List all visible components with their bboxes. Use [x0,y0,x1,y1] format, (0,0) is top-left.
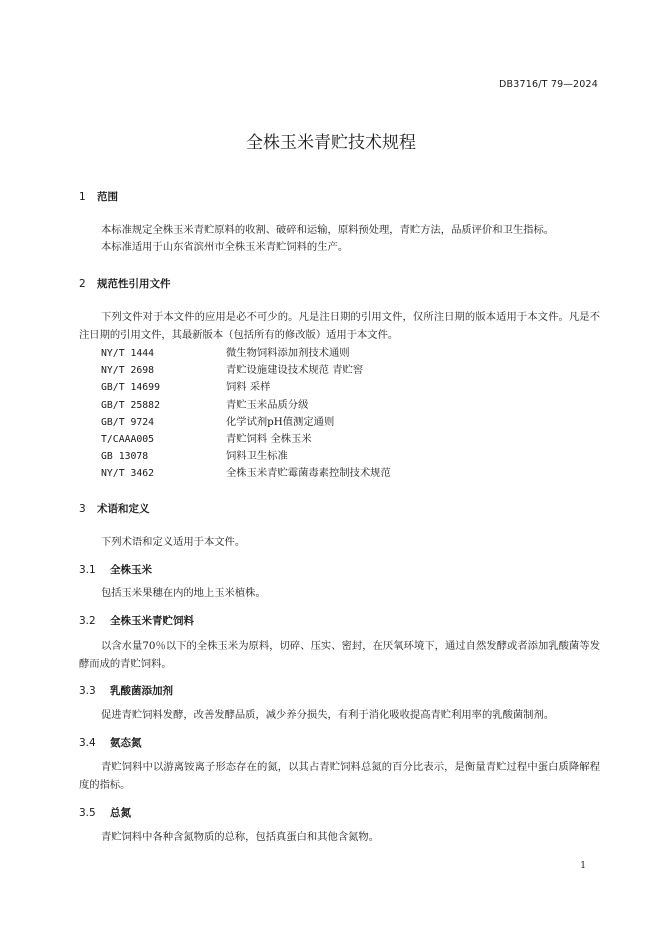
reference-item [101,397,391,414]
reference-name: 化学试剂pH值测定通则 [226,415,335,428]
section-title: 规范性引用文件 [97,278,171,290]
term-number: 3.5 [79,807,96,819]
reference-code: NY/T 1444 [101,348,155,359]
reference-name: 青贮饲料 全株玉米 [226,432,312,445]
term-title: 乳酸菌添加剂 [110,685,173,697]
reference-name: 饲料 采样 [226,381,271,394]
section-number: 1 [79,191,86,203]
scope-paragraph-1: 本标准规定全株玉米青贮原料的收割、破碎和运输，原料预处理，青贮方法，品质评价和卫生指标。 [101,224,555,236]
term-number: 3.4 [79,737,96,749]
term-title: 全株玉米 [110,564,152,576]
term-3-5-definition: 青贮饲料中各种含氮物质的总称，包括真蛋白和其他含氮物。 [101,831,380,843]
term-3-4-heading [79,735,142,750]
document-title: 全株玉米青贮技术规程 [246,133,416,153]
term-3-2-definition: 以含水量70％以下的全株玉米为原料，切碎、压实、密封，在厌氧环境下，通过自然发酵或者添加乳酸菌等发酵而成的青贮饲料。 [79,640,600,670]
term-3-5-heading [79,805,131,820]
term-title: 全株玉米青贮饲料 [110,615,194,627]
reference-code: NY/T 2698 [101,365,155,377]
reference-name: 青贮玉米品质分级 [226,398,309,411]
term-3-3-definition: 促进青贮饲料发酵，改善发酵品质，减少养分损失，有利于消化吸收提高青贮利用率的乳酸菌制剂。 [101,709,555,721]
reference-code: GB/T 9724 [101,416,155,428]
term-3-1-definition: 包括玉米果穗在内的地上玉米植株。 [101,587,266,599]
section-number: 2 [79,278,86,290]
reference-item [101,379,391,396]
reference-code: T/CAAA005 [101,433,155,445]
term-3-4-definition: 青贮饲料中以游离铵离子形态存在的氮，以其占青贮饲料总氮的百分比表示，是衡量青贮过程中蛋白质降解程度的指标。 [79,761,600,791]
scope-paragraph-2: 本标准适用于山东省滨州市全株玉米青贮饲料的生产。 [101,241,349,253]
term-number: 3.2 [79,615,96,627]
reference-name: 青贮设施建设技术规范 青贮窖 [226,364,364,377]
section-title: 术语和定义 [97,503,150,515]
term-number: 3.1 [79,564,96,576]
term-title: 氨态氮 [110,737,142,749]
page-number: 1 [580,861,586,871]
references-paragraph: 下列文件对于本文件的应用是必不可少的。凡是注日期的引用文件，仅所注日期的版本适用于本文件。凡是不注日期的引用文件，其最新版本（包括所有的修改版）适用于本文件。 [79,311,600,341]
reference-item [101,345,391,362]
reference-name: 微生物饲料添加剂技术通则 [226,347,350,359]
section-number: 3 [79,503,86,515]
reference-name: 饲料卫生标准 [226,450,288,463]
reference-item [101,465,391,482]
reference-code: NY/T 3462 [101,468,155,480]
section-3-heading [79,501,150,516]
term-3-3-heading [79,683,173,698]
reference-item [101,362,391,379]
reference-item [101,431,391,448]
reference-name: 全株玉米青贮霉菌毒素控制技术规范 [226,467,391,480]
reference-code: GB 13078 [101,451,149,463]
document-code: DB3716/T 79—2024 [499,79,598,90]
reference-item [101,414,391,431]
reference-code: GB/T 14699 [101,382,160,394]
section-2-heading [79,276,171,291]
reference-list [101,345,391,483]
terms-paragraph: 下列术语和定义适用于本文件。 [101,536,246,548]
term-title: 总氮 [110,807,131,819]
section-1-heading [79,189,118,204]
reference-code: GB/T 25882 [101,399,160,411]
reference-item [101,448,391,465]
term-3-2-heading [79,613,194,628]
term-number: 3.3 [79,685,96,697]
term-3-1-heading [79,562,152,577]
section-title: 范围 [97,191,118,203]
